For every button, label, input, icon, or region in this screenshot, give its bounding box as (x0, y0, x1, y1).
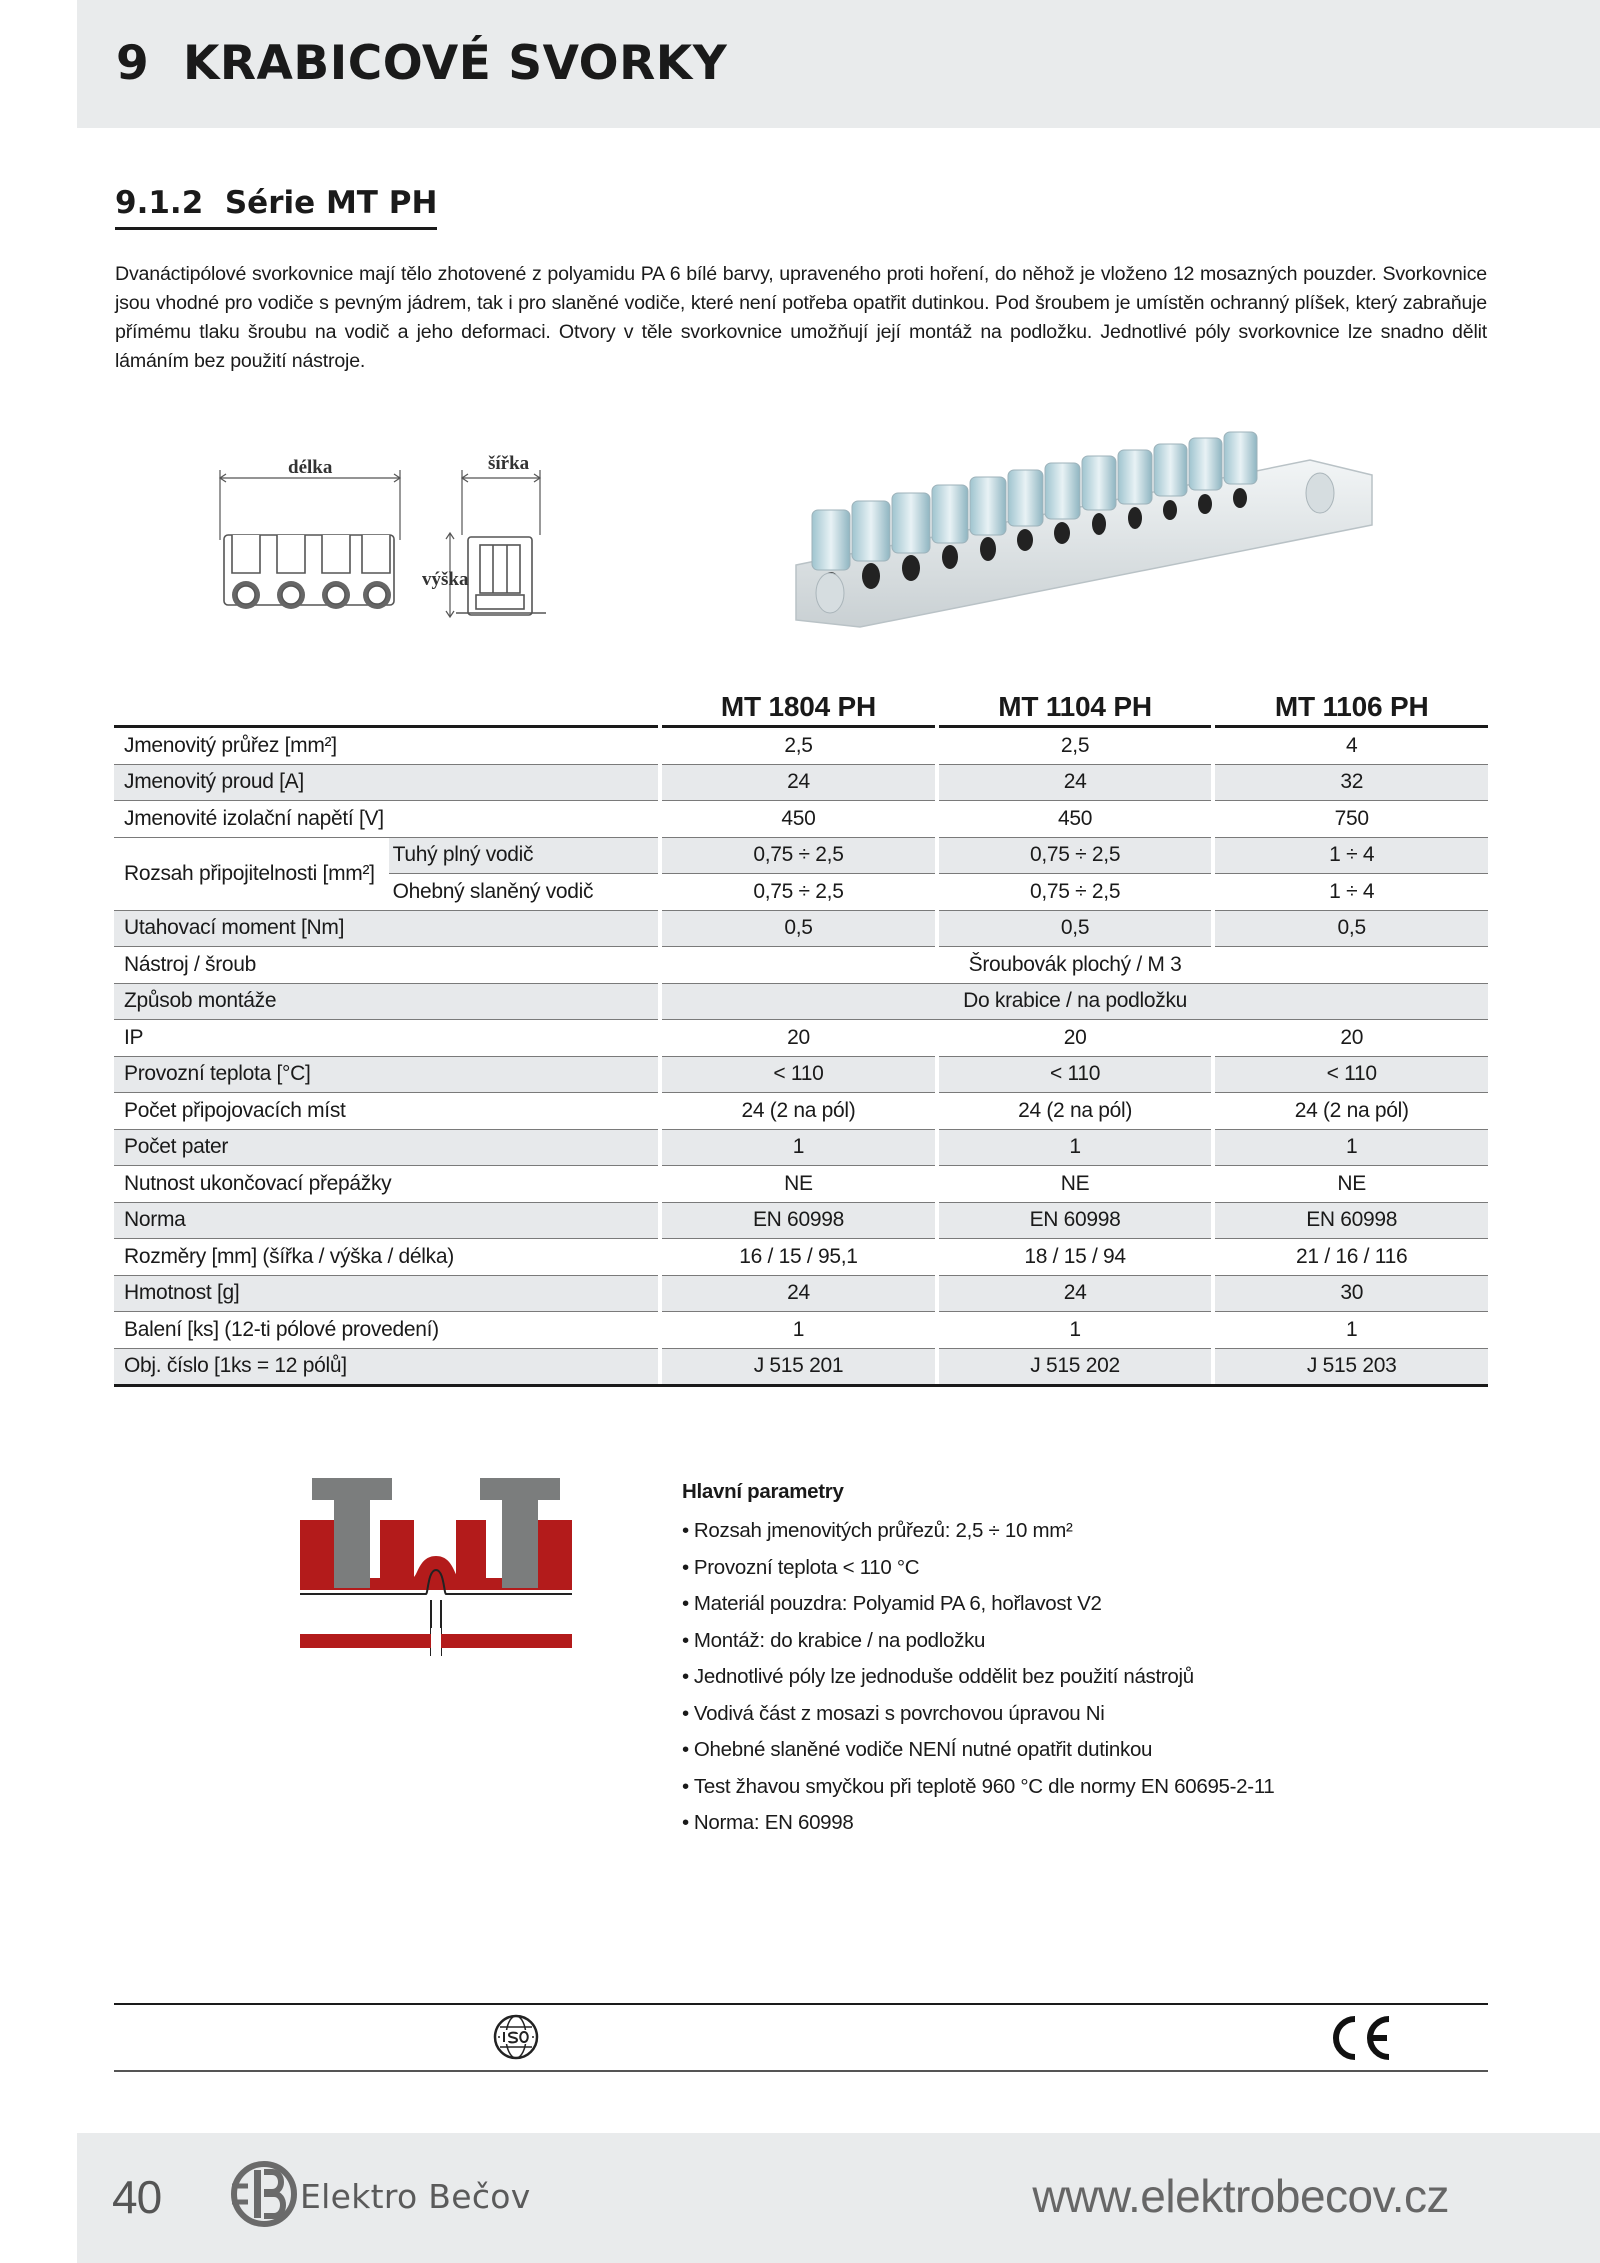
list-item: • Norma: EN 60998 (682, 1805, 1382, 1842)
table-cell: 0,75 ÷ 2,5 (662, 874, 935, 911)
table-row (114, 1276, 1488, 1313)
list-item: • Rozsah jmenovitých průřezů: 2,5 ÷ 10 mm² (682, 1513, 1382, 1550)
table-cell: 750 (1215, 801, 1488, 838)
intro-text: Dvanáctipólové svorkovnice mají tělo zhotovené z polyamidu PA 6 bílé barvy, upraveného proti hoření, do něhož je vloženo 12 mosazných pouzder. Svorkovnice jsou vhodné pro vodiče s pevným jádrem, tak i pro slaněné vodiče, které není potřeba opatřit dutinkou. Pod šroubem je umístěn ochranný plíšek, který zabraňuje přímému tlaku šroubu na vodič a jeho deformaci. Otvory v těle svorkovnice umožňují její montáž na podložku. Jednotlivé póly svorkovnice lze snadno dělit lámáním bez použití nástroje. (115, 263, 1487, 372)
height-label: výška (422, 569, 469, 590)
table-cell: 0,75 ÷ 2,5 (939, 874, 1212, 911)
table-cell: 24 (662, 1276, 935, 1313)
table-cell: J 515 203 (1215, 1349, 1488, 1388)
chapter-title: 9 KRABICOVÉ SVORKY (116, 36, 728, 91)
row-label: Jmenovité izolační napětí [V] (114, 801, 658, 838)
table-row (114, 1349, 1488, 1388)
row-label: Balení [ks] (12-ti pólové provedení) (114, 1312, 658, 1349)
table-cell: 450 (662, 801, 935, 838)
table-row (114, 947, 1488, 984)
section-title: 9.1.2 Série MT PH (115, 185, 437, 230)
column-header: MT 1804 PH (662, 680, 935, 728)
footer-rule (114, 2003, 1488, 2005)
iso-icon (492, 2013, 540, 2061)
table-cell: NE (662, 1166, 935, 1203)
width-label: šířka (488, 453, 530, 474)
table-cell: 1 (1215, 1312, 1488, 1349)
cross-section-diagram (300, 1478, 572, 1656)
table-row (114, 1239, 1488, 1276)
table-cell: J 515 202 (939, 1349, 1212, 1388)
table-row (114, 984, 1488, 1021)
subrow-label: Ohebný slaněný vodič (389, 874, 659, 911)
row-label: Jmenovitý průřez [mm²] (114, 728, 658, 765)
column-header: MT 1106 PH (1215, 680, 1488, 728)
table-cell: 20 (662, 1020, 935, 1057)
table-cell: 2,5 (939, 728, 1212, 765)
table-cell: 4 (1215, 728, 1488, 765)
table-row (114, 1130, 1488, 1167)
table-cell: 16 / 15 / 95,1 (662, 1239, 935, 1276)
table-row (114, 1057, 1488, 1094)
list-item: • Montáž: do krabice / na podložku (682, 1623, 1382, 1660)
table-cell-merged: Do krabice / na podložku (662, 984, 1488, 1021)
table-cell: 2,5 (662, 728, 935, 765)
list-item: • Materiál pouzdra: Polyamid PA 6, hořlavost V2 (682, 1586, 1382, 1623)
table-cell: 24 (2 na pól) (939, 1093, 1212, 1130)
table-row (114, 1093, 1488, 1130)
main-parameters (682, 1478, 1382, 1842)
table-cell-merged: Šroubovák plochý / M 3 (662, 947, 1488, 984)
table-cell: EN 60998 (662, 1203, 935, 1240)
list-item: • Jednotlivé póly lze jednoduše oddělit bez použití nástrojů (682, 1659, 1382, 1696)
table-cell: 1 (662, 1312, 935, 1349)
table-cell: 0,5 (1215, 911, 1488, 948)
table-cell: 21 / 16 / 116 (1215, 1239, 1488, 1276)
row-label: Norma (114, 1203, 658, 1240)
table-row (114, 1312, 1488, 1349)
table-cell: EN 60998 (1215, 1203, 1488, 1240)
table-cell: 0,5 (662, 911, 935, 948)
row-label: Utahovací moment [Nm] (114, 911, 658, 948)
list-item: • Vodivá část z mosazi s povrchovou úpravou Ni (682, 1696, 1382, 1733)
ce-mark-icon (1325, 2013, 1395, 2063)
table-cell: < 110 (939, 1057, 1212, 1094)
table-cell: EN 60998 (939, 1203, 1212, 1240)
table-cell: 32 (1215, 765, 1488, 802)
table-cell: 1 (939, 1312, 1212, 1349)
table-row (114, 1166, 1488, 1203)
row-label: Počet pater (114, 1130, 658, 1167)
list-item: • Test žhavou smyčkou při teplotě 960 °C dle normy EN 60695-2-11 (682, 1769, 1382, 1806)
table-cell: 0,75 ÷ 2,5 (939, 838, 1212, 875)
table-cell: 30 (1215, 1276, 1488, 1313)
column-header: MT 1104 PH (939, 680, 1212, 728)
table-cell: 0,75 ÷ 2,5 (662, 838, 935, 875)
footer-rule (114, 2070, 1488, 2072)
table-row (114, 1020, 1488, 1057)
row-label: Počet připojovacích míst (114, 1093, 658, 1130)
table-row (114, 838, 1488, 875)
list-item: • Provozní teplota < 110 °C (682, 1550, 1382, 1587)
table-cell: 1 (1215, 1130, 1488, 1167)
row-label: Rozsah připojitelnosti [mm²] (114, 838, 389, 911)
table-cell: 0,5 (939, 911, 1212, 948)
table-cell: 1 ÷ 4 (1215, 838, 1488, 875)
table-cell: 20 (1215, 1020, 1488, 1057)
table-cell: 24 (2 na pól) (662, 1093, 935, 1130)
row-label: IP (114, 1020, 658, 1057)
row-label: Jmenovitý proud [A] (114, 765, 658, 802)
spec-table (114, 680, 1488, 1387)
table-cell: NE (1215, 1166, 1488, 1203)
brand-name: Elektro Bečov (300, 2177, 531, 2216)
table-cell: 450 (939, 801, 1212, 838)
table-row (114, 1203, 1488, 1240)
table-cell: 24 (939, 1276, 1212, 1313)
table-cell: 1 ÷ 4 (1215, 874, 1488, 911)
length-label: délka (288, 457, 333, 478)
table-cell: 18 / 15 / 94 (939, 1239, 1212, 1276)
params-list (682, 1513, 1382, 1842)
eb-logo-icon (228, 2158, 300, 2230)
params-heading: Hlavní parametry (682, 1480, 844, 1503)
table-cell: 24 (2 na pól) (1215, 1093, 1488, 1130)
table-cell: < 110 (662, 1057, 935, 1094)
table-row (114, 728, 1488, 765)
table-cell: 1 (662, 1130, 935, 1167)
row-label: Nástroj / šroub (114, 947, 658, 984)
table-row (114, 765, 1488, 802)
list-item: • Ohebné slaněné vodiče NENÍ nutné opatřit dutinkou (682, 1732, 1382, 1769)
website-url: www.elektrobecov.cz (1032, 2170, 1449, 2222)
row-label: Provozní teplota [°C] (114, 1057, 658, 1094)
dimension-drawing (210, 445, 550, 640)
row-label: Rozměry [mm] (šířka / výška / délka) (114, 1239, 658, 1276)
page-number: 40 (112, 2171, 162, 2223)
table-cell: 20 (939, 1020, 1212, 1057)
row-label: Nutnost ukončovací přepážky (114, 1166, 658, 1203)
table-cell: NE (939, 1166, 1212, 1203)
product-photo (790, 415, 1380, 630)
row-label: Způsob montáže (114, 984, 658, 1021)
table-row (114, 801, 1488, 838)
row-label: Obj. číslo [1ks = 12 pólů] (114, 1349, 658, 1388)
table-cell: 1 (939, 1130, 1212, 1167)
table-cell: J 515 201 (662, 1349, 935, 1388)
row-label: Hmotnost [g] (114, 1276, 658, 1313)
table-row (114, 911, 1488, 948)
table-cell: 24 (662, 765, 935, 802)
table-cell: 24 (939, 765, 1212, 802)
table-cell: < 110 (1215, 1057, 1488, 1094)
subrow-label: Tuhý plný vodič (389, 838, 659, 875)
